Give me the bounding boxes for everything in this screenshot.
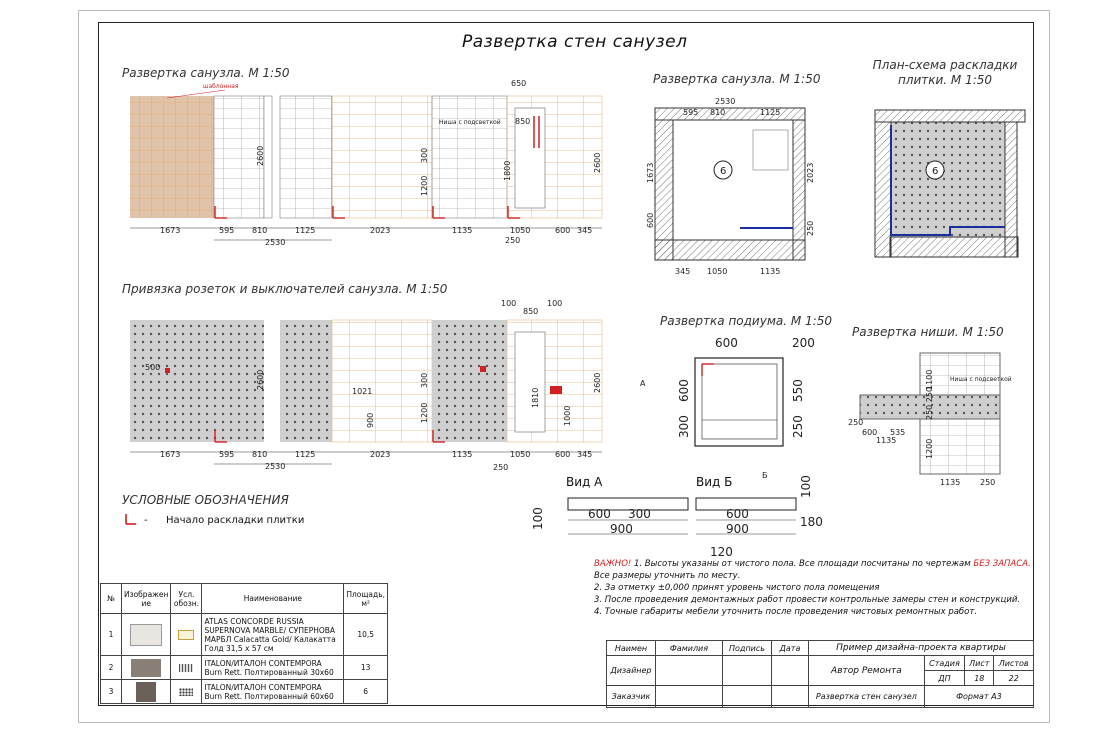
col-image: Изображен ие [122,584,171,614]
svg-text:1135: 1135 [760,267,781,276]
tile-plan-title: План-схема раскладки плитки. М 1:50 [872,58,1018,87]
svg-text:шаблонная: шаблонная [203,83,239,90]
svg-text:595: 595 [219,450,235,459]
svg-text:100: 100 [531,507,545,530]
svg-text:1673: 1673 [646,162,655,183]
svg-text:2600: 2600 [256,369,265,390]
svg-text:Б: Б [762,471,768,480]
svg-text:300: 300 [677,415,691,438]
svg-text:1050: 1050 [510,450,531,459]
note-important: ВАЖНО! [594,559,632,569]
svg-text:6: 6 [932,166,939,177]
svg-text:1200: 1200 [925,438,934,459]
svg-text:200: 200 [792,336,815,350]
materials-table [100,583,388,704]
svg-text:600: 600 [862,428,878,437]
svg-text:250: 250 [806,220,815,236]
svg-text:600: 600 [646,212,655,228]
svg-text:1050: 1050 [707,267,728,276]
svg-text:2530: 2530 [265,462,286,471]
svg-text:120: 120 [710,545,733,559]
note-1: 1. Высоты указаны от чистого пола. Все площади посчитаны по чертежам [634,559,971,569]
svg-text:650: 650 [511,79,527,88]
svg-text:1050: 1050 [510,226,531,235]
svg-text:1125: 1125 [295,450,316,459]
svg-text:2023: 2023 [370,226,391,235]
svg-text:900: 900 [366,412,375,428]
view-b-title: Вид Б [696,475,733,489]
tile-swatch [130,624,162,646]
svg-text:1125: 1125 [295,226,316,235]
svg-text:A: A [640,379,646,388]
svg-text:600: 600 [726,507,749,521]
note-4: 4. Точные габариты мебели уточнить после проведения чистовых ремонтных работ. [594,607,978,617]
col-name: Наименование [202,584,344,614]
svg-text:345: 345 [577,226,593,235]
svg-text:100: 100 [501,299,517,308]
tile-swatch [136,682,156,702]
svg-text:Ниша с подсветкой: Ниша с подсветкой [950,376,1012,383]
svg-text:600: 600 [555,450,571,459]
author: Автор Ремонта [809,656,925,686]
svg-text:595: 595 [219,226,235,235]
svg-text:900: 900 [610,522,633,536]
legend-title: УСЛОВНЫЕ ОБОЗНАЧЕНИЯ [122,493,289,507]
svg-text:250 250: 250 250 [925,386,934,420]
tile-layout-plan [860,95,1030,280]
svg-text:300: 300 [628,507,651,521]
svg-text:2023: 2023 [806,162,815,183]
svg-text:810: 810 [710,108,726,117]
svg-text:1000: 1000 [563,405,572,426]
note-1b: Все размеры уточнить по месту. [594,571,741,581]
table-row: 3 ITALON/ИТАЛОН CONTEMPORA Burn Rett. Полтированный 60х60 6 [101,680,388,704]
svg-text:2600: 2600 [593,372,602,393]
notes-block [594,558,1031,618]
svg-text:535: 535 [890,428,906,437]
niche-title: Развертка ниши. М 1:50 [852,325,1004,339]
podium-drawing [640,330,840,480]
svg-text:1125: 1125 [760,108,781,117]
svg-text:900: 900 [726,522,749,536]
svg-text:810: 810 [252,450,268,459]
note-1-red: БЕЗ ЗАПАСА. [973,559,1031,569]
svg-text:100: 100 [547,299,563,308]
bathroom-plan [645,88,825,283]
note-2: 2. За отметку ±0,000 принят уровень чистого пола помещения [594,583,880,593]
svg-text:1135: 1135 [452,226,473,235]
svg-text:550: 550 [791,379,805,402]
project-name: Пример дизайна-проекта квартиры [809,641,1034,656]
svg-text:600: 600 [677,379,691,402]
sheet-title: Развертка стен санузел [462,32,688,52]
svg-text:2530: 2530 [265,238,286,247]
table-row: 1 ATLAS CONCORDE RUSSIA SUPERNOVA MARBLE/ СУПЕРНОВА МАРБЛ Calacatta Gold/ Калакатта Голд 31,5 x 57 см 10,5 [101,614,388,656]
table-row: 2 ITALON/ИТАЛОН CONTEMPORA Burn Rett. Полтированный 30х60 13 [101,656,388,680]
elev1-title: Развертка санузла. М 1:50 [122,66,290,80]
svg-text:1135: 1135 [452,450,473,459]
svg-text:2530: 2530 [715,97,736,106]
svg-text:810: 810 [252,226,268,235]
niche-drawing [840,345,1025,490]
svg-text:1200: 1200 [420,175,429,196]
svg-text:850: 850 [523,307,539,316]
plan-title: Развертка санузла. М 1:50 [653,72,821,86]
svg-text:600: 600 [555,226,571,235]
note-3: 3. После проведения демонтажных работ провести контрольные замеры стен и конструкций. [594,595,1021,605]
wall-e-tiles [432,96,507,218]
svg-text:600: 600 [588,507,611,521]
wall-d-tiles [332,96,432,218]
elev2-title: Привязка розеток и выключателей санузла. М 1:50 [122,282,448,296]
legend-item: Начало раскладки плитки [166,515,305,526]
podium-title: Развертка подиума. М 1:50 [660,314,832,328]
tile-symbol [179,664,193,672]
svg-text:300: 300 [420,372,429,388]
svg-text:250: 250 [791,415,805,438]
svg-text:1100: 1100 [925,369,934,390]
title-block: Наимен Фамилия Подпись Дата Пример дизайна-проекта квартиры Дизайнер Автор Ремонта Стадия Лист Листов ДП 18 22 Заказчик Развертка стен санузел Формат А3 [606,640,1034,708]
svg-text:2023: 2023 [370,450,391,459]
svg-text:1135: 1135 [940,478,961,487]
col-area: Площадь, м² [344,584,388,614]
tile-symbol [178,630,194,640]
view-a-title: Вид А [566,475,603,489]
wall-c-tiles [280,96,332,218]
tile-symbol [179,688,193,696]
svg-text:500: 500 [145,363,161,372]
svg-text:250: 250 [505,236,521,245]
svg-text:300: 300 [420,147,429,163]
svg-text:Ниша с подсветкой: Ниша с подсветкой [439,119,501,126]
tile-start-icon [124,512,138,526]
svg-text:1673: 1673 [160,450,181,459]
svg-text:1021: 1021 [352,387,373,396]
svg-text:850: 850 [515,117,531,126]
svg-text:345: 345 [577,450,593,459]
svg-text:250: 250 [848,418,864,427]
svg-text:1810: 1810 [531,387,540,408]
col-symbol: Усл. обозн. [171,584,202,614]
legend-dash: - [144,515,148,526]
svg-text:595: 595 [683,108,699,117]
svg-text:345: 345 [675,267,691,276]
format: Формат А3 [924,686,1033,708]
svg-text:250: 250 [493,463,509,472]
svg-text:6: 6 [720,166,727,177]
svg-text:2600: 2600 [593,152,602,173]
col-no: № [101,584,122,614]
svg-text:2600: 2600 [256,145,265,166]
svg-text:180: 180 [800,515,823,529]
svg-text:1135: 1135 [876,436,897,445]
tile-swatch [131,659,161,677]
svg-text:250: 250 [980,478,996,487]
svg-text:600: 600 [715,336,738,350]
sheet-title-stamp: Развертка стен санузел [809,686,925,708]
elevation-2-drawing [115,298,615,476]
wall-a-hatched [130,320,214,442]
svg-text:100: 100 [799,475,813,498]
svg-text:1673: 1673 [160,226,181,235]
svg-text:1800: 1800 [503,160,512,181]
elevation-1-drawing [115,78,615,253]
svg-text:1200: 1200 [420,402,429,423]
